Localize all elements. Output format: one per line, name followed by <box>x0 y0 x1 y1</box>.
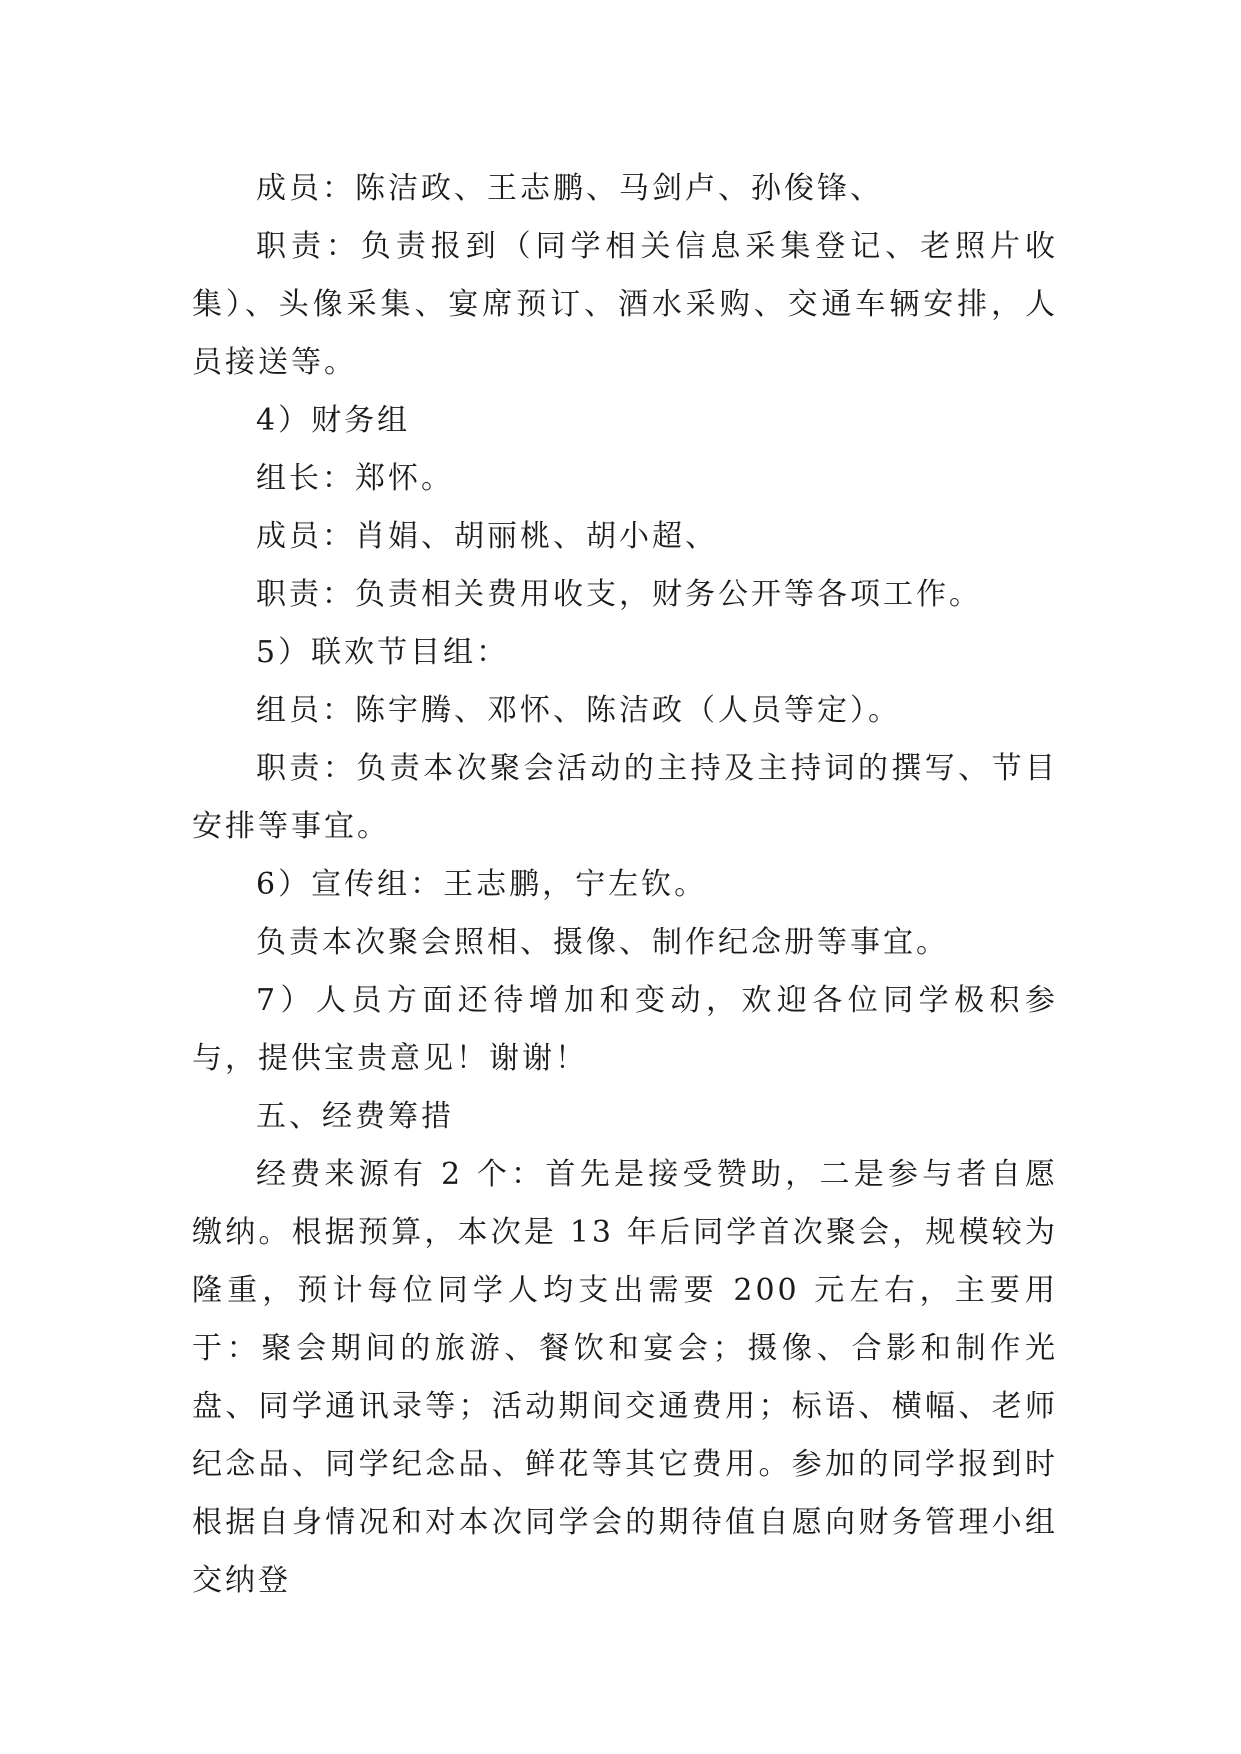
paragraph-program-heading: 5）联欢节目组： <box>256 635 510 670</box>
paragraph-funding-details: 经费来源有 2 个：首先是接受赞助，二是参与者自愿缴纳。根据预算，本次是 13 年后同学首次聚会，规模较为隆重，预计每位同学人均支出需要 200 元左右，主要用于：聚会期间的旅游、餐饮和宴会；摄像、合影和制作光盘、同学通讯录等；活动期间交通费用；标语、横幅、老师纪念品、同学纪念品、鲜花等其它费用。参加的同学报到时根据自身情况和对本次同学会的期待值自愿向财务管理小组交纳登 <box>192 1157 1058 1598</box>
paragraph-program-members: 组员：陈宇腾、邓怀、陈洁政（人员等定）。 <box>256 693 901 728</box>
paragraph-duties-reception: 职责：负责报到（同学相关信息采集登记、老照片收集）、头像采集、宴席预订、酒水采购、交通车辆安排，人员接送等。 <box>192 229 1058 380</box>
section-heading-funding: 五、经费筹措 <box>256 1099 454 1134</box>
paragraph-program-duties: 职责：负责本次聚会活动的主持及主持词的撰写、节目安排等事宜。 <box>192 751 1058 844</box>
paragraph-finance-duties: 职责：负责相关费用收支，财务公开等各项工作。 <box>256 577 982 612</box>
paragraph-staff-note: 7）人员方面还待增加和变动，欢迎各位同学极积参与，提供宝贵意见！谢谢！ <box>192 983 1058 1076</box>
paragraph-finance-heading: 4）财务组 <box>256 403 411 438</box>
paragraph-finance-members: 成员：肖娟、胡丽桃、胡小超、 <box>256 519 718 554</box>
paragraph-publicity-heading: 6）宣传组：王志鹏，宁左钦。 <box>256 867 708 902</box>
document-body <box>192 160 1058 1610</box>
paragraph-publicity-duties: 负责本次聚会照相、摄像、制作纪念册等事宜。 <box>256 925 949 960</box>
paragraph-members-reception: 成员：陈洁政、王志鹏、马剑卢、孙俊锋、 <box>256 171 883 206</box>
paragraph-finance-leader: 组长：郑怀。 <box>256 461 454 496</box>
